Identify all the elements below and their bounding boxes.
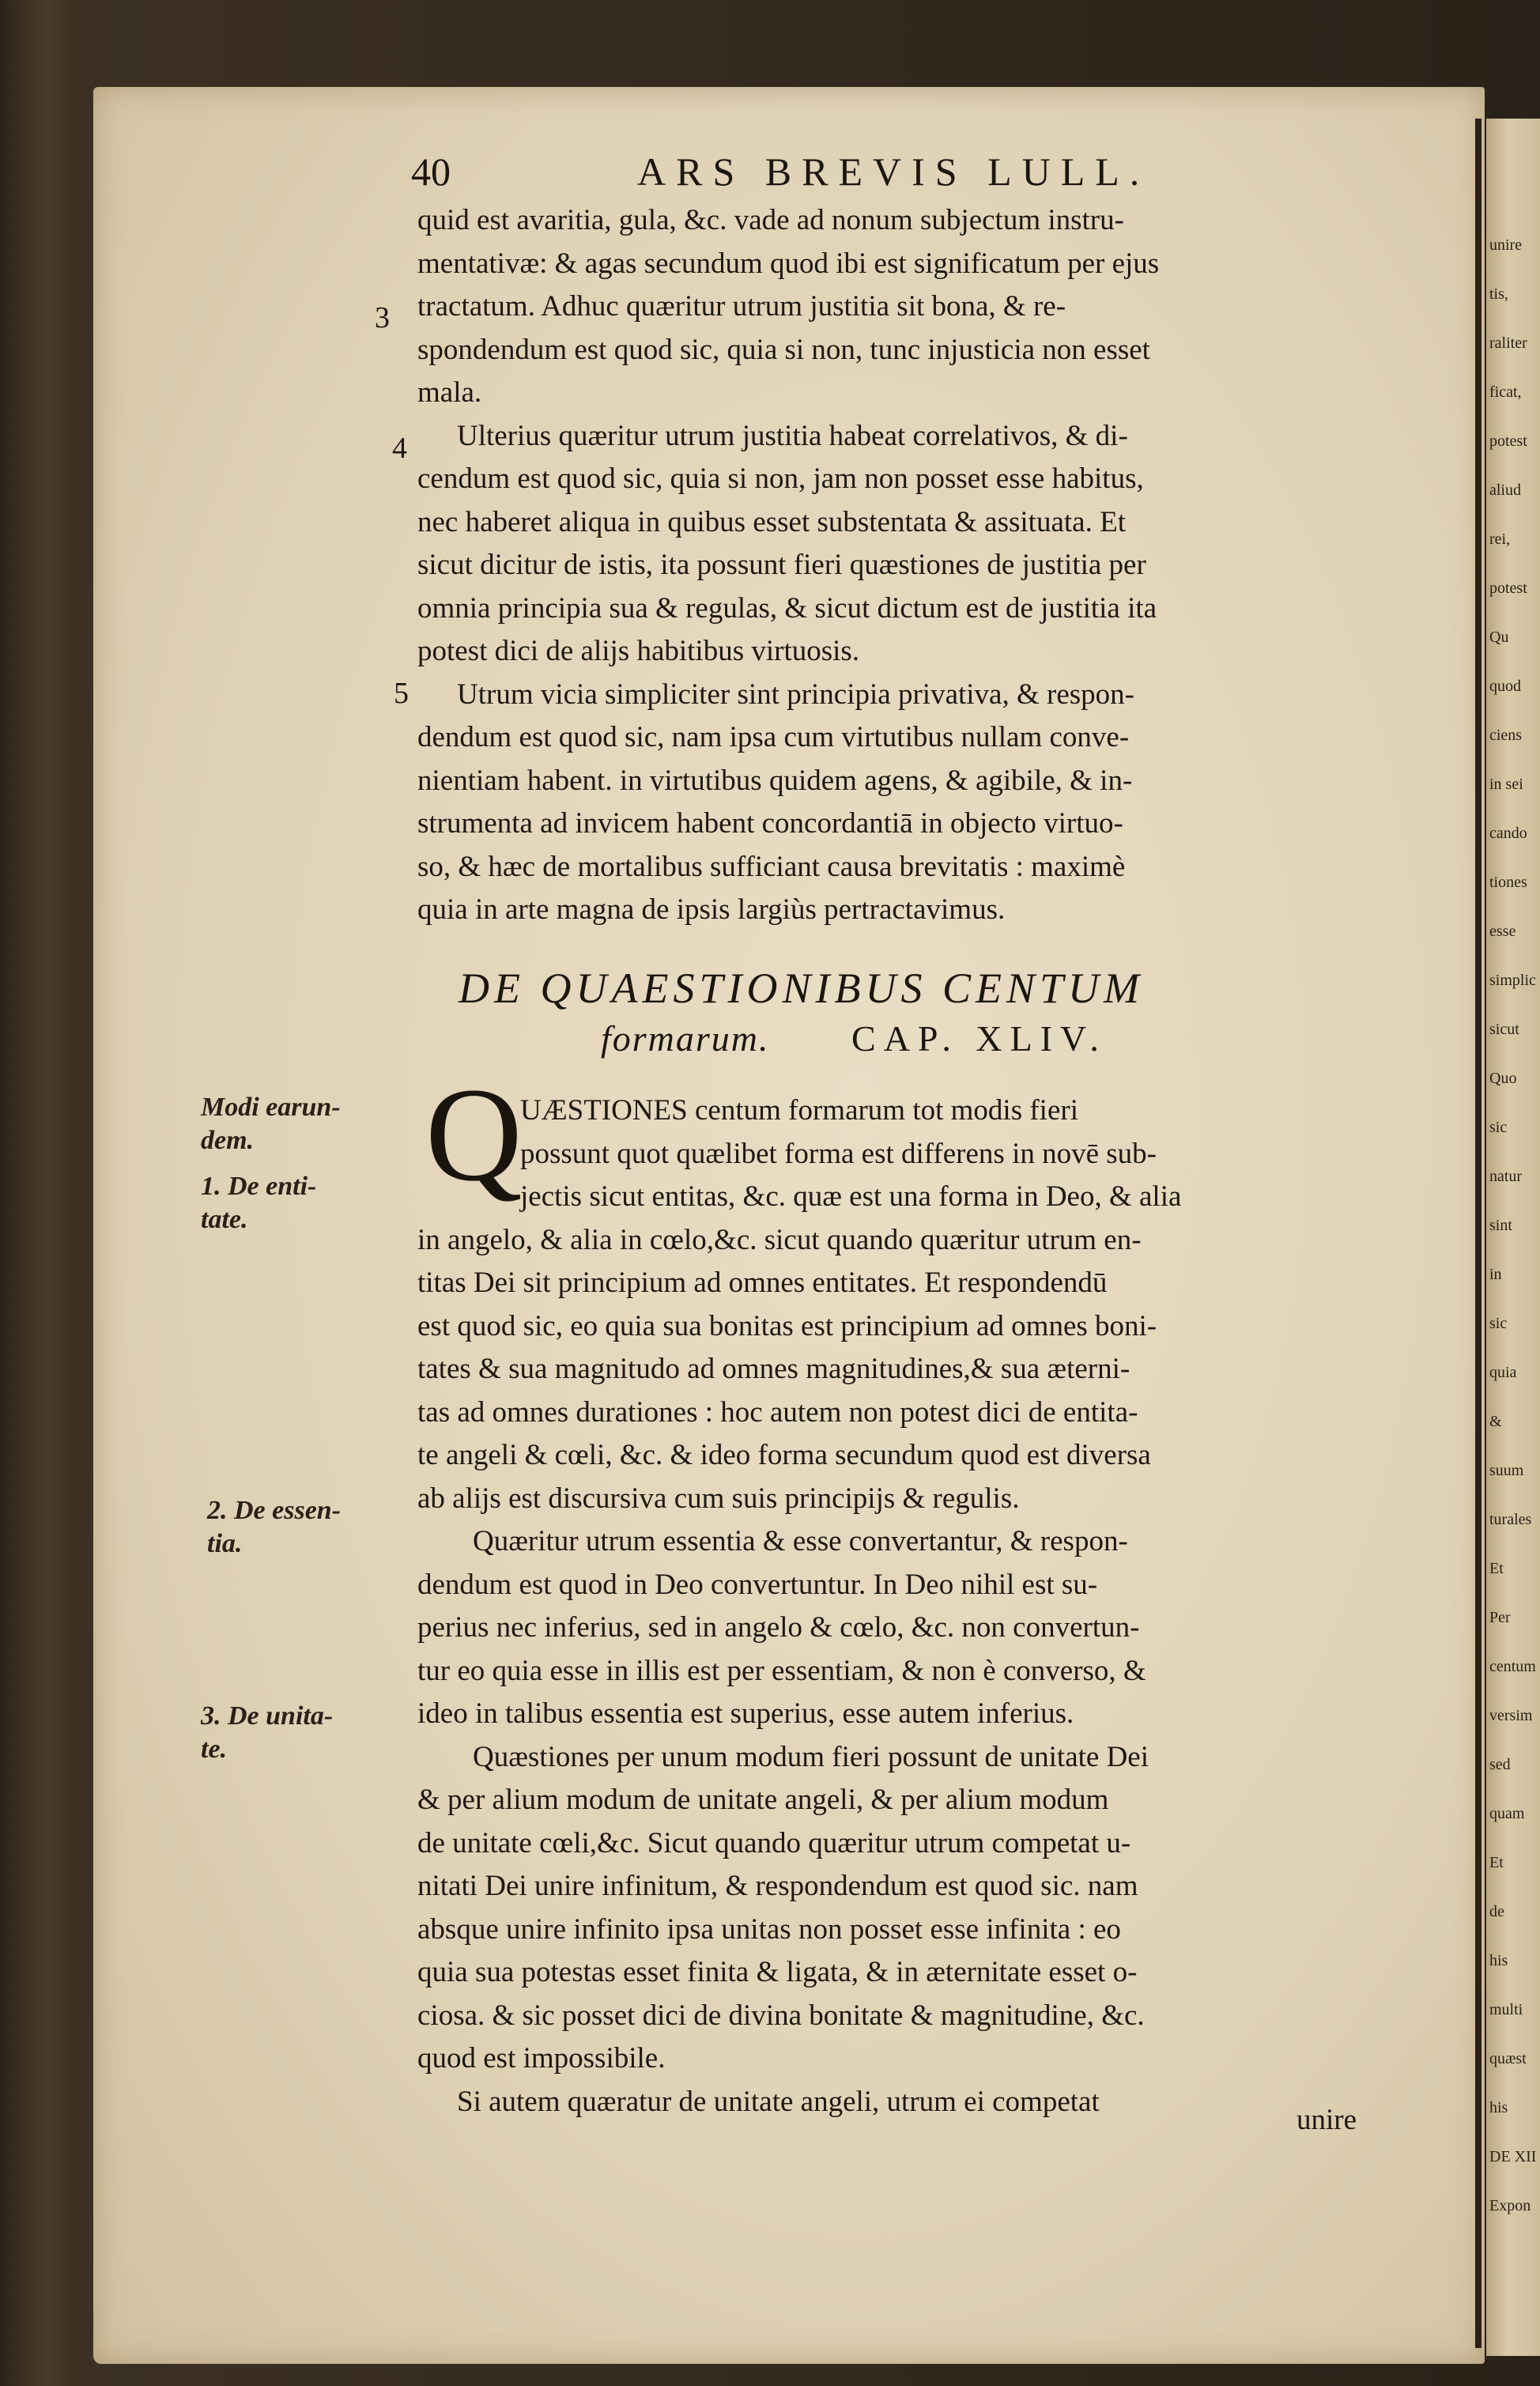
facing-page-word: DE XII — [1489, 2148, 1537, 2165]
margin-note: 1. De enti- tate. — [201, 1172, 317, 1234]
page-number: 40 — [411, 149, 451, 194]
facing-page-word: natur — [1489, 1168, 1523, 1185]
facing-page-word: sint — [1489, 1217, 1512, 1234]
facing-page-word: in sei — [1489, 776, 1523, 793]
running-head — [411, 149, 1439, 204]
chapter-subtitle-line — [601, 1014, 1423, 1064]
text-line: absque unire infinito ipsa unitas non posset esse infinita : eo — [417, 1912, 1121, 1946]
facing-page-word: centum — [1489, 1658, 1536, 1675]
text-line: quia sua potestas esset finita & ligata, & in æternitate esset o- — [417, 1956, 1138, 1988]
text-line: mentativæ: & agas secundum quod ibi est significatum per ejus — [417, 247, 1160, 280]
text-line: ciosa. & sic posset dici de divina bonitate & magnitudine, &c. — [417, 1999, 1145, 2032]
facing-page-word: sed — [1489, 1756, 1511, 1773]
text-line: cendum est quod sic, quia si non, jam non posset esse habitus, — [417, 462, 1144, 495]
facing-page-word: cando — [1489, 825, 1527, 842]
facing-page-word: raliter — [1489, 334, 1527, 352]
facing-page-word: sic — [1489, 1119, 1508, 1136]
facing-page-word: Quo — [1489, 1070, 1517, 1087]
facing-page-word: simplic — [1489, 972, 1536, 989]
chapter-heading — [459, 963, 1423, 1064]
facing-page-word: suum — [1489, 1462, 1524, 1479]
text-line: quid est avaritia, gula, &c. vade ad nonum subjectum instru- — [417, 204, 1124, 236]
facing-page-word: his — [1489, 1952, 1508, 1969]
text-line: quia in arte magna de ipsis largiùs pertractavimus. — [417, 893, 1006, 926]
facing-page-word: Et — [1489, 1560, 1504, 1577]
facing-page-word: rei, — [1489, 530, 1511, 548]
text-line: in angelo, & alia in cœlo,&c. sicut quando quæritur utrum en- — [417, 1223, 1142, 1256]
text-line: tractatum. Adhuc quæritur utrum justitia sit bona, & re- — [417, 290, 1066, 323]
drop-cap: Q — [425, 1060, 523, 1209]
text-line: te angeli & cœli, &c. & ideo forma secundum quod est diversa — [417, 1439, 1151, 1471]
text-line: & per alium modum de unitate angeli, & per alium modum — [417, 1784, 1109, 1816]
text-line: Quæritur utrum essentia & esse convertantur, & respon- — [473, 1525, 1128, 1557]
facing-page-word: quam — [1489, 1805, 1525, 1822]
facing-page-word: tiones — [1489, 874, 1527, 891]
text-line: nitati Dei unire infinitum, & respondendum est quod sic. nam — [417, 1870, 1138, 1902]
gutter-shadow — [1475, 119, 1481, 2348]
text-line: omnia principia sua & regulas, & sicut dictum est de justitia ita — [417, 591, 1157, 625]
facing-page-word: his — [1489, 2099, 1508, 2116]
text-line: tates & sua magnitudo ad omnes magnitudines,& sua æterni- — [417, 1353, 1130, 1385]
facing-page-word: in — [1489, 1266, 1502, 1283]
text-line: strumenta ad invicem habent concordantiā in objecto virtuo- — [417, 807, 1123, 840]
text-line: ideo in talibus essentia est superius, esse autem inferius. — [417, 1697, 1074, 1730]
text-line: dendum est quod in Deo convertuntur. In Deo nihil est su- — [417, 1568, 1098, 1601]
facing-page-word: aliud — [1489, 481, 1521, 499]
text-line: perius nec inferius, sed in angelo & cœlo, &c. non convertun- — [417, 1611, 1140, 1644]
text-line: tur eo quia esse in illis est per essentiam, & non è converso, & — [417, 1654, 1146, 1687]
facing-page-word: turales — [1489, 1511, 1532, 1528]
chapter-number: CAP. XLIV. — [851, 1018, 1107, 1059]
text-line: tas ad omnes durationes : hoc autem non potest dici de entita- — [417, 1395, 1138, 1429]
facing-page-word: sic — [1489, 1315, 1508, 1332]
facing-page-word: & — [1489, 1413, 1502, 1430]
running-title: ARS BREVIS LULL. — [637, 149, 1150, 194]
facing-page-word: de — [1489, 1903, 1504, 1920]
section-number: 5 — [394, 677, 409, 710]
section-number: 4 — [392, 432, 407, 465]
text-line: nientiam habent. in virtutibus quidem agens, & agibile, & in- — [417, 764, 1133, 797]
chapter-subtitle: formarum. — [601, 1018, 770, 1059]
text-line: titas Dei sit principium ad omnes entitates. Et respondendū — [417, 1267, 1108, 1299]
facing-page-word: ciens — [1489, 727, 1523, 744]
text-line: mala. — [417, 376, 482, 409]
top-section-text — [417, 199, 1431, 932]
text-line: UÆSTIONES centum formarum tot modis fieri — [520, 1094, 1078, 1127]
text-line: Ulterius quæritur utrum justitia habeat correlativos, & di- — [457, 419, 1128, 452]
chapter-title: DE QUAESTIONIBUS CENTUM — [459, 965, 1144, 1012]
text-line: est quod sic, eo quia sua bonitas est principium ad omnes boni- — [417, 1309, 1157, 1342]
facing-page-word: quod — [1489, 678, 1521, 695]
facing-page-word: potest — [1489, 432, 1527, 450]
facing-page-word: esse — [1489, 923, 1516, 940]
text-line: potest dici de alijs habitibus virtuosis. — [417, 635, 860, 667]
text-line: jectis sicut entitas, &c. quæ est una forma in Deo, & alia — [520, 1180, 1182, 1213]
text-line: Utrum vicia simpliciter sint principia privativa, & respon- — [457, 678, 1134, 711]
section-number: 3 — [375, 301, 390, 334]
text-line: Quæstiones per unum modum fieri possunt de unitate Dei — [473, 1740, 1149, 1773]
text-line: sicut dicitur de istis, ita possunt fieri quæstiones de justitia per — [417, 549, 1146, 581]
text-line: ab alijs est discursiva cum suis principijs & regulis. — [417, 1482, 1020, 1515]
text-line: dendum est quod sic, nam ipsa cum virtutibus nullam conve- — [417, 721, 1130, 753]
facing-page-word: Expon — [1489, 2197, 1531, 2214]
facing-page-word: sicut — [1489, 1021, 1519, 1038]
text-line: Si autem quæratur de unitate angeli, utrum ei competat — [457, 2085, 1100, 2118]
chapter-body-text — [417, 1089, 1431, 2124]
margin-note: Modi earun- dem. — [201, 1093, 341, 1155]
margin-note: 3. De unita- te. — [201, 1701, 334, 1764]
text-line: nec haberet aliqua in quibus esset substentata & assituata. Et — [417, 505, 1126, 538]
facing-page-word: quia — [1489, 1364, 1517, 1381]
facing-page-word: Per — [1489, 1609, 1511, 1626]
facing-page-word: Et — [1489, 1854, 1504, 1871]
facing-page-word: ficat, — [1489, 383, 1522, 401]
text-line: spondendum est quod sic, quia si non, tunc injusticia non esset — [417, 333, 1150, 366]
text-line: quod est impossibile. — [417, 2042, 666, 2075]
catchword: unire — [1297, 2104, 1357, 2136]
facing-page-word: quæst — [1489, 2050, 1527, 2067]
facing-page-word: unire — [1489, 236, 1523, 254]
facing-page-word: tis, — [1489, 285, 1508, 303]
facing-page-word: multi — [1489, 2001, 1523, 2018]
text-line: possunt quot quælibet forma est differens in novē sub- — [520, 1137, 1157, 1170]
text-line: de unitate cœli,&c. Sicut quando quæritur utrum competat u- — [417, 1826, 1131, 1859]
facing-page-word: Qu — [1489, 629, 1509, 646]
text-line: so, & hæc de mortalibus sufficiant causa brevitatis : maximè — [417, 850, 1126, 883]
facing-page-word: potest — [1489, 580, 1527, 597]
facing-page-word: versim — [1489, 1707, 1533, 1724]
margin-note: 2. De essen- tia. — [207, 1496, 342, 1558]
